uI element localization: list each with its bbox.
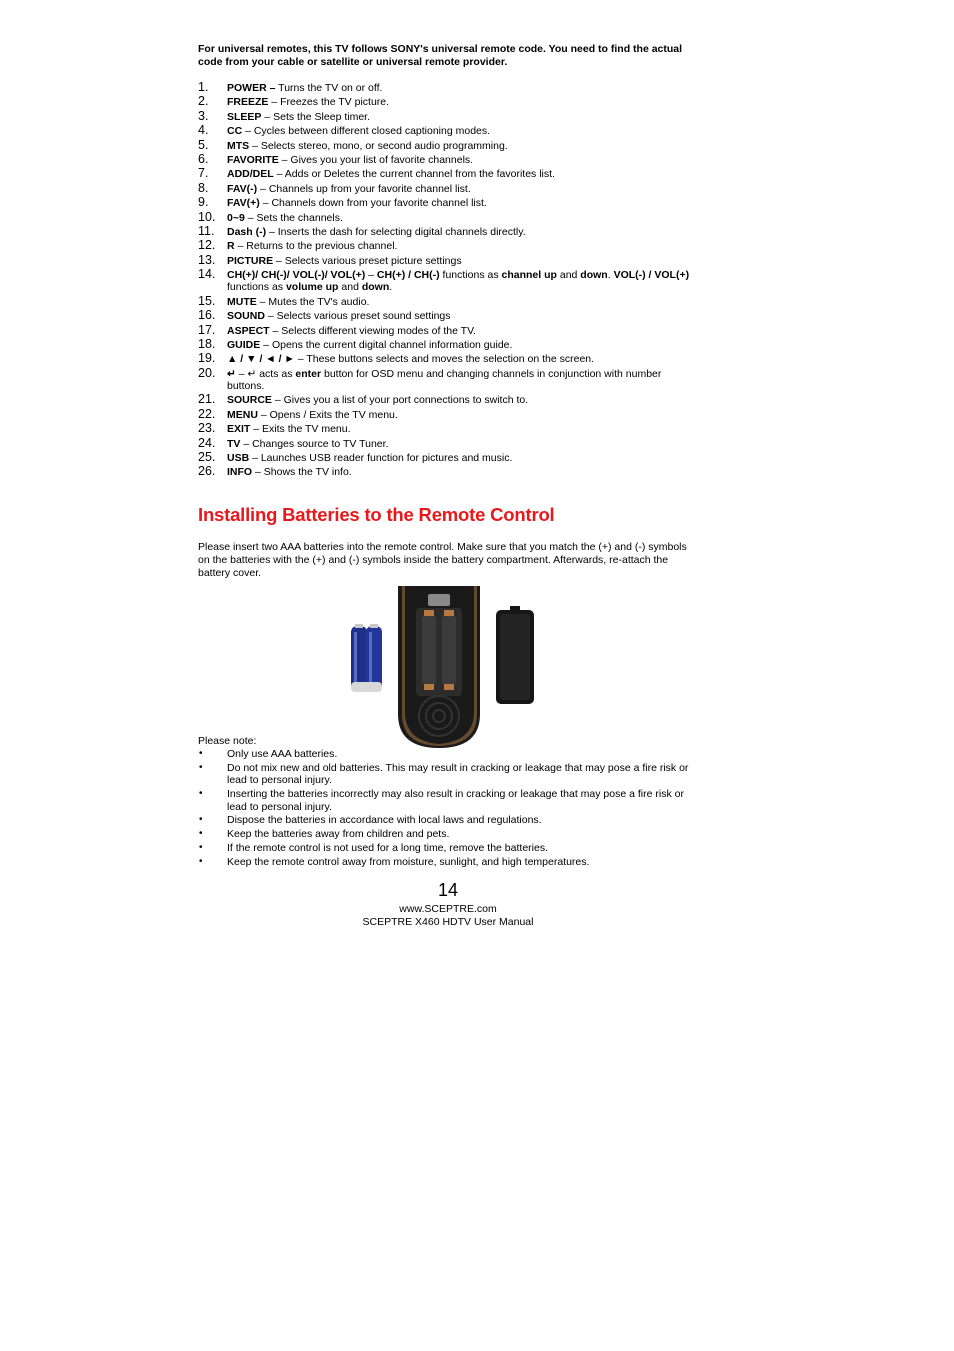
battery-cover-image xyxy=(496,606,534,704)
key-name: SOUND xyxy=(227,310,265,323)
list-item-number: 9. xyxy=(198,195,209,210)
key-name: CC xyxy=(227,125,243,138)
list-item-number: 22. xyxy=(198,406,216,421)
list-item-number: 12. xyxy=(198,238,216,253)
list-item-number: 21. xyxy=(198,392,216,407)
list-item xyxy=(198,240,698,252)
key-name: MTS xyxy=(227,139,250,152)
list-item xyxy=(198,223,698,238)
key-description: – Cycles between different closed captioning modes. xyxy=(242,125,491,138)
bullet-icon: • xyxy=(199,788,203,800)
key-description: – Gives you your list of favorite channels. xyxy=(278,153,474,166)
key-description: – Mutes the TV's audio. xyxy=(256,295,370,308)
note-text: If the remote control is not used for a long time, remove the batteries. xyxy=(227,841,548,854)
key-name: CH(+)/ CH(-)/ VOL(-)/ VOL(+) xyxy=(227,269,366,282)
key-name: down xyxy=(361,281,390,294)
key-description: . xyxy=(389,281,393,294)
list-item xyxy=(198,842,698,855)
list-item xyxy=(198,151,698,166)
footer-url: www.SCEPTRE.com xyxy=(399,903,497,915)
list-item-number: 19. xyxy=(198,351,216,366)
list-item xyxy=(198,310,698,322)
key-description: functions as xyxy=(227,281,286,294)
list-item xyxy=(198,209,698,224)
key-name: FAV(+) xyxy=(227,197,260,210)
key-description: and xyxy=(338,281,362,294)
key-name: FAVORITE xyxy=(227,153,279,166)
list-item-number: 13. xyxy=(198,252,216,267)
battery-install-illustration xyxy=(344,586,544,748)
list-item xyxy=(198,406,698,421)
key-name: MUTE xyxy=(227,295,257,308)
key-name: VOL(-) / VOL(+) xyxy=(613,269,690,282)
key-name: FAV(-) xyxy=(227,182,258,195)
key-description: – These buttons selects and moves the selection on the screen. xyxy=(294,353,595,366)
bullet-icon: • xyxy=(199,748,203,759)
list-item xyxy=(198,336,698,351)
aaa-batteries-image xyxy=(351,624,382,692)
list-item-number: 6. xyxy=(198,151,209,166)
key-description: Turns the TV on or off. xyxy=(275,82,383,94)
key-name: PICTURE xyxy=(227,254,274,267)
key-description: – Changes source to TV Tuner. xyxy=(240,437,389,450)
key-name: EXIT xyxy=(227,423,251,436)
footer-title: SCEPTRE X460 HDTV User Manual xyxy=(362,916,534,928)
key-description: button for OSD menu and changing channels in conjunction with number buttons. xyxy=(227,367,662,393)
list-item-number: 1. xyxy=(198,80,209,94)
key-description: – Returns to the previous channel. xyxy=(234,240,398,253)
key-description: – Exits the TV menu. xyxy=(250,423,351,436)
key-description: – Sets the channels. xyxy=(244,211,343,224)
list-item xyxy=(198,466,698,478)
key-name: TV xyxy=(227,437,241,450)
list-item xyxy=(198,788,698,813)
key-description: – ↵ acts as xyxy=(235,367,296,380)
key-name: Dash (-) xyxy=(227,225,267,238)
list-item-number: 16. xyxy=(198,308,216,323)
key-name: INFO xyxy=(227,466,253,479)
note-text: Only use AAA batteries. xyxy=(227,748,338,760)
list-item-number: 26. xyxy=(198,464,216,479)
battery-instructions: Please insert two AAA batteries into the remote control. Make sure that you match the (+) and (-) symbols on the batteries with the (+) and (-) symbols inside the battery compartment. Afterwards, re-attach the battery cover. xyxy=(198,541,687,579)
list-item xyxy=(198,762,698,787)
key-name: ASPECT xyxy=(227,324,270,337)
key-description: – Adds or Deletes the current channel from the favorites list. xyxy=(273,168,555,181)
list-item xyxy=(198,449,698,464)
key-name: FREEZE xyxy=(227,96,269,109)
key-description: – Opens the current digital channel information guide. xyxy=(260,338,513,351)
key-name: GUIDE xyxy=(227,338,261,351)
key-description: – Channels down from your favorite channel list. xyxy=(259,197,487,210)
list-item xyxy=(198,353,698,365)
key-description: – Sets the Sleep timer. xyxy=(261,110,370,123)
list-item-number: 10. xyxy=(198,209,216,224)
list-item xyxy=(198,293,698,308)
bullet-icon: • xyxy=(199,814,203,826)
key-name: R xyxy=(227,240,235,253)
list-item xyxy=(198,322,698,337)
list-item-number: 18. xyxy=(198,336,216,351)
list-item xyxy=(198,180,698,195)
bullet-icon: • xyxy=(199,841,203,853)
bullet-icon: • xyxy=(199,828,203,840)
key-description: – Selects different viewing modes of the TV. xyxy=(269,324,477,337)
list-item xyxy=(198,252,698,267)
key-name: 0~9 xyxy=(227,211,245,224)
page-number: 14 xyxy=(437,880,459,900)
bullet-icon: • xyxy=(199,761,203,773)
list-item xyxy=(198,269,698,294)
key-description: – Gives you a list of your port connections to switch to. xyxy=(271,394,529,407)
note-text: Dispose the batteries in accordance with local laws and regulations. xyxy=(227,814,542,827)
key-name: MENU xyxy=(227,408,258,421)
bullet-icon: • xyxy=(199,855,203,867)
key-name: volume up xyxy=(285,281,339,294)
key-description: . xyxy=(607,269,614,282)
list-item xyxy=(198,814,698,827)
note-text: Do not mix new and old batteries. This may result in cracking or leakage that may pose a fire risk or lead to personal injury. xyxy=(227,761,689,787)
list-item xyxy=(198,828,698,841)
key-name: USB xyxy=(227,451,250,464)
key-name: POWER xyxy=(227,82,270,94)
section-heading: Installing Batteries to the Remote Control xyxy=(198,504,555,525)
list-item-number: 24. xyxy=(198,435,216,450)
key-description: – Selects various preset sound settings xyxy=(264,310,451,323)
list-item xyxy=(198,423,698,435)
list-item-number: 4. xyxy=(198,123,209,138)
list-item-number: 11. xyxy=(198,223,215,238)
list-item-number: 20. xyxy=(198,365,216,380)
key-description: and xyxy=(556,269,581,282)
list-item xyxy=(198,365,698,393)
key-name: – xyxy=(269,82,276,94)
remote-back-image xyxy=(398,586,480,748)
list-item-number: 15. xyxy=(198,293,216,308)
list-item xyxy=(198,394,698,406)
key-name: CH(+) / CH(-) xyxy=(376,269,440,282)
list-item-number: 25. xyxy=(198,449,216,464)
note-text: Inserting the batteries incorrectly may also result in cracking or leakage that may pose a fire risk or lead to personal injury. xyxy=(227,788,684,813)
list-item-number: 8. xyxy=(198,180,209,195)
list-item-number: 23. xyxy=(198,421,216,436)
note-text: Keep the remote control away from moisture, sunlight, and high temperatures. xyxy=(227,855,590,868)
list-item-number: 17. xyxy=(198,322,216,337)
key-description: – Shows the TV info. xyxy=(252,466,352,479)
list-item-number: 5. xyxy=(198,137,209,152)
universal-remote-note: For universal remotes, this TV follows SONY's universal remote code. You need to find the actual code from your cable or satellite or universal remote provider. xyxy=(198,43,683,68)
key-name: SOURCE xyxy=(227,394,272,407)
list-item xyxy=(198,856,698,869)
list-item xyxy=(198,96,698,108)
list-item xyxy=(198,108,698,123)
key-description: – Channels up from your favorite channel list. xyxy=(257,182,471,195)
key-name: SLEEP xyxy=(227,110,262,123)
list-item xyxy=(198,197,698,209)
list-item xyxy=(198,137,698,152)
remote-key-list xyxy=(198,82,698,481)
note-text: Keep the batteries away from children and pets. xyxy=(227,828,450,841)
key-name: channel up xyxy=(501,269,557,282)
key-description: – Launches USB reader function for pictures and music. xyxy=(249,451,513,464)
key-description: – Opens / Exits the TV menu. xyxy=(257,408,398,421)
list-item xyxy=(198,125,698,137)
key-description: – Selects various preset picture settings xyxy=(273,254,462,267)
key-name: enter xyxy=(295,367,322,380)
list-item xyxy=(198,435,698,450)
list-item xyxy=(198,82,698,94)
key-description: – xyxy=(365,269,377,282)
key-name: ADD/DEL xyxy=(227,168,274,181)
note-label: Please note: xyxy=(198,735,257,747)
key-description: functions as xyxy=(439,269,502,282)
key-description: – Freezes the TV picture. xyxy=(268,96,390,109)
key-name: ▲ / ▼ / ◄ / ► xyxy=(227,353,295,366)
list-item-number: 14. xyxy=(198,267,216,282)
key-description: – Inserts the dash for selecting digital channels directly. xyxy=(266,225,526,238)
battery-notes-list xyxy=(198,748,698,870)
list-item xyxy=(198,748,698,761)
key-description: – Selects stereo, mono, or second audio programming. xyxy=(249,139,508,152)
list-item-number: 2. xyxy=(198,94,209,109)
list-item xyxy=(198,168,698,180)
key-name: ↵ xyxy=(227,367,236,380)
list-item-number: 7. xyxy=(198,166,209,181)
key-name: down xyxy=(580,269,608,282)
list-item-number: 3. xyxy=(198,108,209,123)
